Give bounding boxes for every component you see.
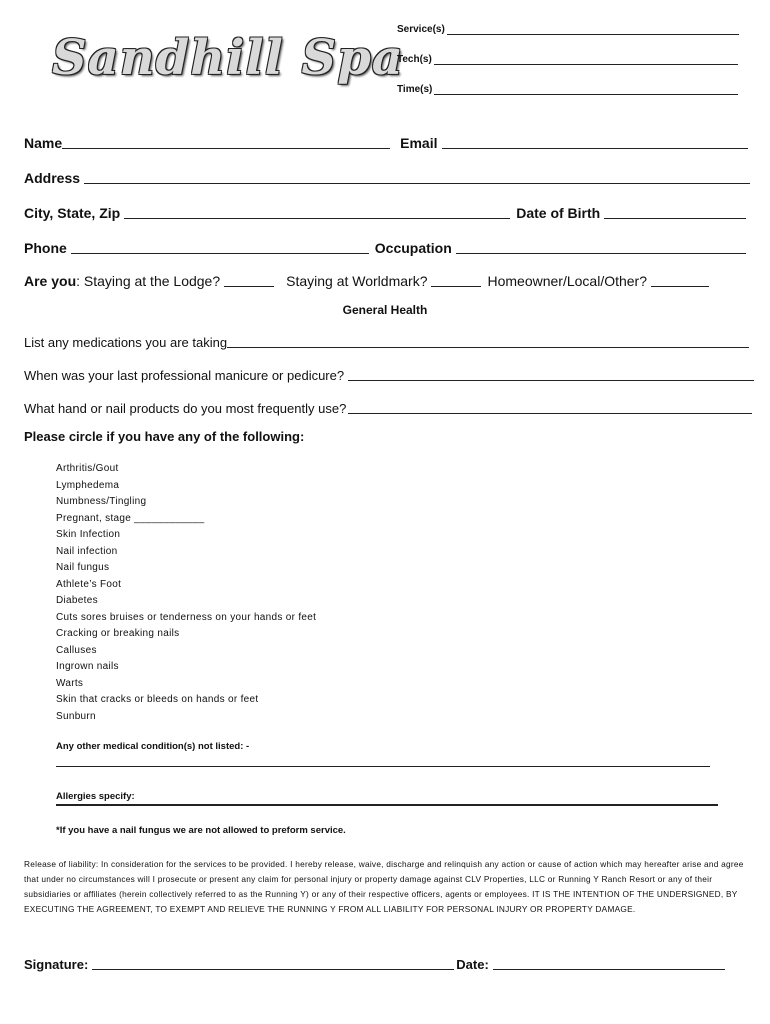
lodge-input-line[interactable]: [224, 274, 274, 287]
occupation-label: Occupation: [374, 240, 452, 256]
times-field[interactable]: [397, 84, 738, 95]
allergies-label: Allergies specify:: [56, 791, 135, 802]
address-input-line[interactable]: [84, 171, 750, 184]
release-of-liability: Release of liability: In consideration for the services to be provided. I hereby release, waive, discharge and relinquish any action or cause of action which may hereafter arise and agree that under no circumstances will I prosecute or present any claim for personal injury or property damage against CLV Properties, LLC or Running Y Ranch Resort or any of their subsidiaries or affiliates (herein collectively referred to as the Running Y) or any of their respective officers, agents or employees. IT IS THE INTENTION OF THE UNDERSIGNED, BY EXECUTING THE AGREEMENT, TO EXEMPT AND RELIEVE THE RUNNING Y FROM ALL LIABILITY FOR PERSONAL INJURY OR PROPERTY DAMAGE.: [24, 859, 744, 914]
other-conditions-input-line[interactable]: [56, 766, 710, 767]
condition-item[interactable]: Calluses: [56, 644, 97, 656]
signature-label: Signature:: [24, 957, 89, 972]
other-conditions-label: Any other medical condition(s) not listed: -: [56, 741, 250, 752]
medications-input-line[interactable]: [227, 335, 749, 348]
condition-item[interactable]: Diabetes: [56, 595, 98, 606]
phone-occupation-row: [24, 240, 752, 256]
occupation-input-line[interactable]: [456, 241, 746, 254]
techs-field[interactable]: [397, 54, 738, 65]
address-row: [24, 170, 756, 186]
condition-item[interactable]: Ingrown nails: [56, 661, 119, 672]
general-health-title: General Health: [342, 303, 428, 317]
products-row: [24, 401, 758, 416]
conditions-list: [56, 461, 316, 725]
condition-item[interactable]: Sunburn: [56, 710, 96, 722]
techs-label: Tech(s): [397, 54, 432, 65]
times-label: Time(s): [397, 84, 433, 95]
services-label: Service(s): [397, 24, 445, 35]
city-state-zip-label: City, State, Zip: [24, 205, 121, 221]
condition-item[interactable]: Cuts sores bruises or tenderness on your hands or feet: [56, 611, 317, 623]
date-input-line[interactable]: [493, 957, 725, 970]
condition-item[interactable]: Skin Infection: [56, 529, 121, 540]
name-email-row: [24, 135, 754, 151]
spa-logo: Sandhill Spa: [52, 30, 404, 86]
email-input-line[interactable]: [442, 136, 748, 149]
name-input-line[interactable]: [62, 136, 390, 149]
products-input-line[interactable]: [348, 401, 752, 414]
date-label: Date:: [456, 957, 489, 972]
email-label: Email: [400, 135, 438, 151]
medications-row: [24, 335, 755, 350]
condition-item[interactable]: Nail fungus: [56, 562, 110, 573]
city-state-zip-input-line[interactable]: [124, 206, 510, 219]
worldmark-label: Staying at Worldmark?: [286, 273, 428, 289]
condition-item[interactable]: Lymphedema: [56, 479, 120, 491]
dob-input-line[interactable]: [604, 206, 746, 219]
city-dob-row: [24, 205, 752, 221]
residence-row: [24, 273, 715, 289]
nail-fungus-note: *If you have a nail fungus we are not allowed to preform service.: [56, 825, 346, 836]
manicure-label: When was your last professional manicure or pedicure?: [24, 368, 345, 383]
manicure-row: [24, 368, 760, 383]
name-label: Name: [24, 135, 63, 151]
condition-item[interactable]: Numbness/Tingling: [56, 496, 147, 507]
medications-label: List any medications you are taking: [24, 335, 228, 350]
condition-item[interactable]: Arthritis/Gout: [56, 463, 119, 474]
address-label: Address: [24, 170, 81, 186]
services-field[interactable]: [397, 24, 739, 35]
circle-instructions: Please circle if you have any of the following:: [24, 429, 305, 444]
condition-item[interactable]: Pregnant, stage ____________: [56, 512, 205, 524]
lodge-label: : Staying at the Lodge?: [76, 273, 221, 289]
homeowner-label: Homeowner/Local/Other?: [487, 273, 648, 289]
manicure-input-line[interactable]: [348, 368, 754, 381]
times-line: [434, 84, 738, 95]
signature-row: [24, 957, 731, 972]
condition-item[interactable]: Warts: [56, 677, 84, 689]
products-label: What hand or nail products do you most frequently use?: [24, 401, 347, 416]
signature-input-line[interactable]: [92, 957, 454, 970]
worldmark-input-line[interactable]: [431, 274, 481, 287]
condition-item[interactable]: Cracking or breaking nails: [56, 628, 180, 639]
techs-line: [434, 54, 738, 65]
dob-label: Date of Birth: [516, 205, 601, 221]
are-you-label: Are you: [24, 273, 77, 289]
homeowner-input-line[interactable]: [651, 274, 709, 287]
condition-item[interactable]: Athlete’s Foot: [56, 578, 122, 590]
phone-label: Phone: [24, 240, 67, 256]
condition-item[interactable]: Skin that cracks or bleeds on hands or feet: [56, 694, 259, 705]
services-line: [447, 24, 739, 35]
phone-input-line[interactable]: [71, 241, 369, 254]
condition-item[interactable]: Nail infection: [56, 545, 118, 557]
allergies-input-line[interactable]: [56, 804, 718, 806]
